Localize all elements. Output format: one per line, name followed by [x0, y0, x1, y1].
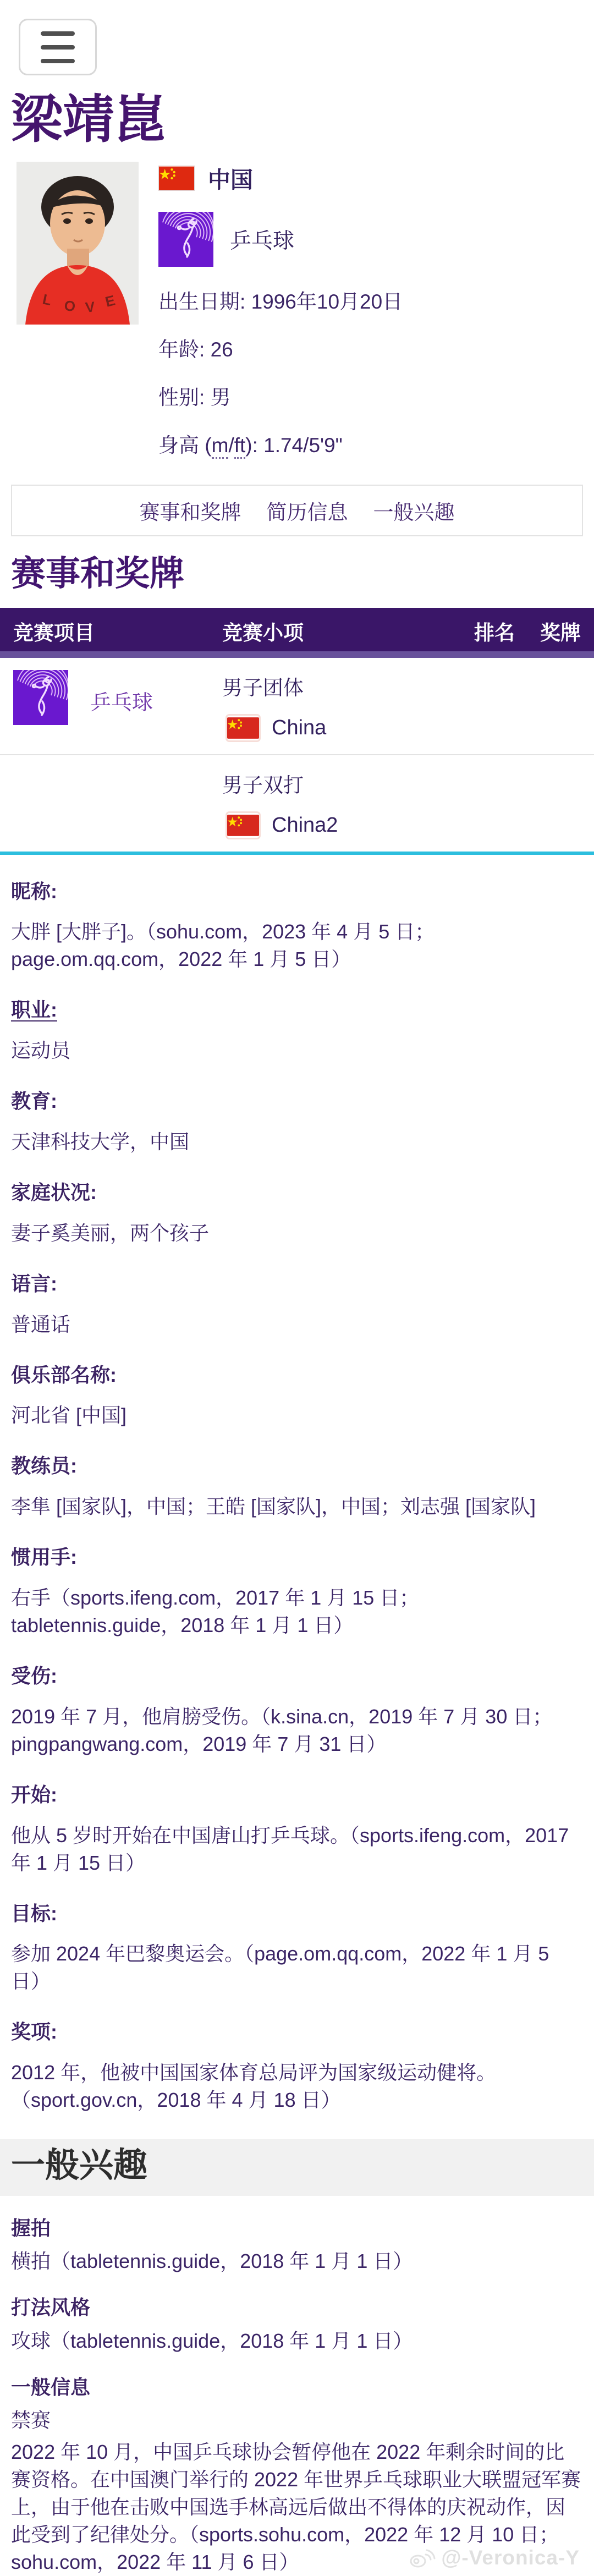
birth-date-value: 1996年10月20日	[251, 290, 403, 314]
bio-text-goal: 参加 2024 年巴黎奥运会。（page.om.qq.com，2022 年 1 月 5 日）	[11, 1942, 549, 1993]
gender-label: 性别:	[158, 386, 205, 409]
china-flag-icon	[226, 811, 261, 839]
birth-date-field	[158, 285, 583, 315]
toc-link-bio[interactable]: 简历信息	[266, 501, 348, 524]
bio-label-coaches: 教练员:	[11, 1454, 77, 1478]
interest-text-general-info: 2022 年 10 月，中国乒乓球协会暂停他在 2022 年剩余时间的比赛资格。在中国澳门举行的 2022 年世界乒乓球职业大联盟冠军赛上，由于他在击败中国选手林高远后做出不得体的庆祝动作，因此受到了纪律处分。（sports.sohu.com，2022 年 12 月 10 日；sohu.com，2022 年 11 月 6 日）	[11, 2441, 581, 2574]
weibo-icon	[409, 2547, 436, 2569]
medals-table	[0, 608, 594, 855]
bio-label-goal: 目标:	[11, 1902, 57, 1925]
svg-text:E: E	[103, 292, 117, 311]
country-name: 中国	[208, 167, 253, 193]
height-label-pre: 身高 (	[158, 434, 212, 457]
event-link[interactable]: 男子团体	[222, 676, 304, 699]
interest-label-style: 打法风格	[11, 2296, 91, 2319]
height-field	[158, 429, 583, 458]
sport-name: 乒乓球	[230, 229, 295, 254]
table-tennis-pictogram-icon	[13, 670, 68, 725]
gender-field	[158, 381, 583, 410]
medal-cell	[515, 767, 581, 839]
bio-label-language: 语言:	[11, 1272, 57, 1295]
event-link[interactable]: 男子双打	[222, 773, 304, 797]
age-label: 年龄:	[158, 338, 205, 361]
toc-link-results[interactable]: 赛事和奖牌	[139, 501, 241, 524]
bio-section	[11, 879, 583, 2114]
interests-heading-band	[0, 2139, 594, 2196]
bio-label-nickname: 昵称:	[11, 880, 57, 903]
event-cell	[222, 767, 432, 839]
team-link[interactable]: China	[272, 716, 327, 739]
height-label-slash: /	[228, 434, 234, 457]
event-cell	[222, 670, 432, 742]
athlete-photo-image	[16, 162, 139, 325]
sport-cell-empty	[13, 767, 222, 839]
infobox	[11, 162, 583, 458]
age-field	[158, 333, 583, 362]
table-row	[0, 658, 594, 754]
svg-text:O: O	[63, 297, 76, 315]
rank-cell	[432, 767, 515, 839]
toc-link-interests[interactable]: 一般兴趣	[373, 501, 455, 524]
watermark	[409, 2546, 580, 2569]
bio-text-handedness: 右手（sports.ifeng.com，2017 年 1 月 15 日；tabletennis.guide，2018 年 1 月 1 日）	[11, 1586, 420, 1637]
col-header-subevent: 竞赛小项	[222, 621, 304, 644]
sport-row	[158, 212, 583, 267]
age-value: 26	[210, 338, 233, 361]
bio-label-education: 教育:	[11, 1090, 57, 1113]
bio-text-start: 他从 5 岁时开始在中国唐山打乒乓球。（sports.ifeng.com，2017 年 1 月 15 日）	[11, 1823, 569, 1874]
col-header-rank: 排名	[474, 621, 515, 644]
infobox-details	[158, 162, 583, 458]
infobox-fields	[158, 285, 583, 458]
sport-cell	[13, 670, 222, 742]
gender-value: 男	[210, 386, 231, 409]
interests-section	[11, 2215, 583, 2576]
svg-text:V: V	[84, 298, 96, 316]
team-link[interactable]: China2	[272, 813, 338, 837]
country-row	[158, 162, 583, 194]
table-row	[0, 754, 594, 852]
interest-sublabel-ban: 禁赛	[11, 2409, 51, 2432]
birth-date-label: 出生日期:	[158, 290, 246, 314]
bio-label-handedness: 惯用手:	[11, 1546, 77, 1569]
china-flag-icon	[158, 166, 195, 191]
bio-label-start: 开始:	[11, 1783, 57, 1806]
bio-label-awards: 奖项:	[11, 2020, 57, 2044]
rank-cell	[432, 670, 515, 742]
hamburger-icon	[41, 31, 75, 63]
bio-text-nickname: 大胖 [大胖子]。（sohu.com，2023 年 4 月 5 日；page.om.qq.com，2022 年 1 月 5 日）	[11, 920, 435, 971]
bio-text-language: 普通话	[11, 1312, 71, 1336]
bio-label-occupation: 职业:	[11, 998, 57, 1021]
height-unit-ft: ft	[234, 434, 246, 459]
bio-text-club: 河北省 [中国]	[11, 1404, 127, 1427]
bio-label-family: 家庭状况:	[11, 1181, 97, 1204]
height-label-post: ):	[245, 434, 258, 457]
china-flag-icon	[226, 714, 261, 742]
bio-text-family: 妻子奚美丽，两个孩子	[11, 1221, 210, 1244]
interest-text-style: 攻球（tabletennis.guide，2018 年 1 月 1 日）	[11, 2329, 413, 2352]
col-header-medal: 奖牌	[540, 621, 581, 644]
table-tennis-pictogram-icon	[158, 212, 213, 267]
svg-text:L: L	[41, 290, 53, 309]
col-header-event: 竞赛项目	[13, 621, 95, 644]
results-section-heading: 赛事和奖牌	[11, 554, 184, 594]
height-unit-m: m	[212, 434, 229, 459]
bio-text-coaches: 李隼 [国家队]，中国；王皓 [国家队]，中国；刘志强 [国家队]	[11, 1495, 536, 1518]
athlete-photo	[16, 162, 139, 325]
watermark-text: @-Veronica-Y	[441, 2546, 580, 2569]
page-toc	[11, 485, 583, 536]
bio-text-education: 天津科技大学，中国	[11, 1130, 190, 1154]
bio-label-injury: 受伤:	[11, 1665, 57, 1688]
bio-text-injury: 2019 年 7 月，他肩膀受伤。（k.sina.cn，2019 年 7 月 30 日；pingpangwang.com，2019 年 7 月 31 日）	[11, 1705, 553, 1755]
team-row	[226, 811, 432, 839]
interest-text-grip: 横拍（tabletennis.guide，2018 年 1 月 1 日）	[11, 2250, 413, 2273]
interest-label-grip: 握拍	[11, 2216, 51, 2239]
interest-label-general-info: 一般信息	[11, 2375, 91, 2398]
bio-text-occupation: 运动员	[11, 1039, 71, 1062]
team-row	[226, 714, 432, 742]
interests-section-heading: 一般兴趣	[11, 2146, 148, 2185]
medals-table-header	[0, 608, 594, 658]
medal-cell	[515, 670, 581, 742]
bio-label-club: 俱乐部名称:	[11, 1363, 117, 1386]
menu-button[interactable]	[19, 19, 97, 75]
height-value: 1.74/5'9"	[263, 434, 343, 457]
page-title: 梁靖崑	[11, 90, 167, 148]
sport-link[interactable]: 乒乓球	[90, 691, 153, 715]
bio-text-awards: 2012 年，他被中国国家体育总局评为国家级运动健将。（sport.gov.cn，2018 年 4 月 18 日）	[11, 2061, 497, 2112]
